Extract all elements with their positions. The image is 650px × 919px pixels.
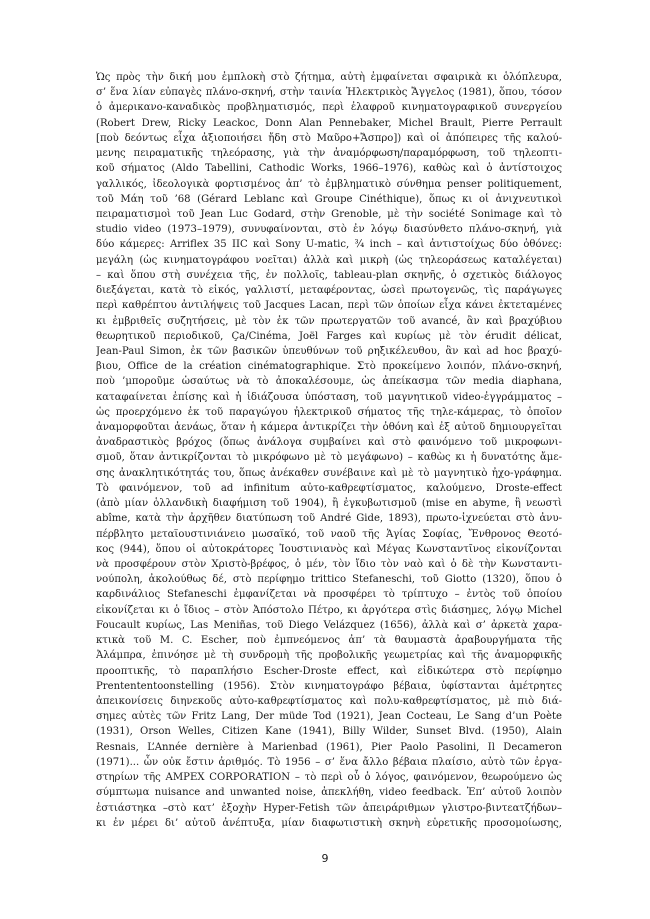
- text-line: Jean-Paul Simon, ἐκ τῶν βασικῶν ὑπευθύνων τοῦ ρηξικέλευθου, ἂν καὶ ad hoc βραχύ-: [96, 345, 562, 357]
- text-line: Ἀλάμπρα, ἐπινόησε μὲ τὴ συνδρομὴ τῆς προβολικῆς γεωμετρίας καὶ τῆς ἀναμορφικῆς: [96, 650, 562, 662]
- text-line: σύμπτωμα nuisance and unwanted noise, ἀπεκλήθη, video feedback. Ἐπ’ αὐτοῦ λοιπὸν: [96, 787, 562, 799]
- text-line: ἑστιάστηκα –στὸ κατ’ ἐξοχὴν Hyper-Fetish τῶν ἀπειράριθμων γλιστρο-βιντεατζήδων–: [96, 802, 562, 814]
- text-line: δύο κάμερες: Arriflex 35 IIC καὶ Sony U-matic, ¾ inch – καὶ ἀντιστοίχως δύο ὀθόνες:: [96, 239, 562, 251]
- text-line: Resnais, L’Année dernière à Marienbad (1961), Pier Paolo Pasolini, Il Decameron: [96, 741, 562, 753]
- text-line: καταφαίνεται ἐπίσης καὶ ἡ ἰδιάζουσα ὑπόσταση, τοῦ μαγνητικοῦ video-ἐγγράμματος –: [96, 391, 562, 403]
- page-number: 9: [321, 852, 329, 865]
- text-line: (1931), Orson Welles, Citizen Kane (1941), Billy Wilder, Sunset Blvd. (1950), Alain: [96, 726, 562, 738]
- text-line: κι ἐμβριθεῖς συζητήσεις, μὲ τὸν ἐκ τῶν πρωτεργατῶν τοῦ avancé, ἂν καὶ βραχύβιου: [96, 315, 562, 327]
- text-line: ὁ ἀμερικανο-καναδικὸς προβληματισμός, περὶ ἐλαφροῦ κινηματογραφικοῦ συνεργείου: [96, 102, 562, 114]
- text-line: μεγάλη (ὡς κινηματογράφου νοεῖται) ἀλλὰ καὶ μικρὴ (ὡς τηλεοράσεως καταλέγεται): [96, 254, 562, 266]
- text-line: σης ἀνακλητικότητάς του, ὅπως ἀνέκαθεν συνέβαινε καὶ μὲ τὸ μαγνητικὸ ἠχο-γράφημα.: [96, 467, 562, 479]
- text-line: (Robert Drew, Ricky Leackoc, Donn Alan Pennebaker, Michel Brault, Pierre Perrault: [96, 117, 562, 129]
- text-line: προοπτικῆς, τὸ παραπλήσιο Escher-Droste effect, καὶ εἰδικώτερα στὸ περίφημο: [96, 665, 562, 677]
- text-line: Ὡς πρὸς τὴν δική μου ἐμπλοκὴ στὸ ζήτημα, αὐτὴ ἐμφαίνεται σφαιρικὰ κι ὁλόπλευρα,: [96, 72, 562, 83]
- text-line: καρδινάλιος Stefaneschi ἐμφανίζεται νὰ προσφέρει τὸ τρίπτυχο – ἐντὸς τοῦ ὁποίου: [96, 589, 562, 601]
- text-line: στηρίων τῆς AMPEX CORPORATION – τὸ περὶ οὗ ὁ λόγος, φαινόμενον, θεωρούμενο ὡς: [96, 772, 562, 784]
- text-line: [ποὺ δεόντως εἶχα ἀξιοποιήσει ἤδη στὸ Μαῦρο+Ἄσπρο]) καὶ οἱ ἀπόπειρες τῆς καλού-: [96, 132, 562, 144]
- text-line: ἀναμορφοῦται ἀενάως, ὅταν ἡ κάμερα ἀντικρίζει τὴν ὀθόνη καὶ ἐξ αὐτοῦ δημιουργεῖται: [96, 422, 562, 434]
- text-line: κι ἐν μέρει δι’ αὐτοῦ ἀνέπτυξα, μίαν διαφωτιστικὴ σκηνὴ εὑρετικῆς προσομοίωσης,: [96, 817, 562, 829]
- text-line: ἀναδραστικὸς βρόχος (ὅπως ἀνάλογα συμβαίνει καὶ στὸ φαινόμενο τοῦ μικροφωνι-: [96, 437, 562, 449]
- text-line: εἰκονίζεται κι ὁ ἴδιος – στὸν Ἀπόστολο Πέτρο, κι ἀργότερα στὶς διάσημες, λόγῳ Michel: [96, 604, 562, 616]
- text-line: Foucault κυρίως, Las Meniñas, τοῦ Diego Velázquez (1656), ἀλλὰ καὶ σ’ ἀρκετὰ χαρα-: [96, 619, 562, 631]
- text-line: γαλλικός, ἰδεολογικὰ φορτισμένος ἀπ’ τὸ ἐμβληματικὸ σύνθημα penser politiquement,: [96, 178, 562, 190]
- text-line: σ’ ἕνα λίαν εὐπαγὲς πλάνο-σκηνή, στὴν ταινία Ἠλεκτρικὸς Ἄγγελος (1981), ὅπου, τόσον: [96, 87, 562, 99]
- text-line: νούπολη, ἀκολούθως δέ, στὸ περίφημο trittico Stefaneschi, τοῦ Giotto (1320), ὅπου ὁ: [96, 574, 562, 586]
- text-line: κοῦ σήματος (Aldo Tabellini, Cathodic Works, 1966–1976), καθὼς καὶ ὁ ἀντίστοιχος: [96, 163, 562, 175]
- text-line: σημες αὐτὲς τῶν Fritz Lang, Der müde Tod (1921), Jean Cocteau, Le Sang d’un Poète: [96, 711, 562, 723]
- text-line: ὡς προερχόμενο ἐκ τοῦ παραγώγου ἠλεκτρικοῦ σήματος τῆς τηλε-κάμερας, τὸ ὁποῖον: [96, 406, 562, 418]
- text-line: Prentententoonstelling (1956). Στὸν κινηματογράφο βέβαια, ὑφίστανται ἀμέτρητες: [96, 680, 562, 692]
- text-line: θεωρητικοῦ περιοδικοῦ, Ça/Cinéma, Joël Farges καὶ κυρίως μὲ τὸν érudit délicat,: [96, 330, 562, 342]
- text-line: σμοῦ, ὅταν ἀντικρίζονται τὸ μικρόφωνο μὲ τὸ μεγάφωνο) – καθὼς κι ἡ δυνατότης ἄμε-: [96, 452, 562, 464]
- text-line: νὰ προσφέρουν στὸν Χριστὸ-βρέφος, ὁ μέν, τὸν ἴδιο τὸν ναὸ καὶ ὁ δὲ τὴν Κωνσταντι-: [96, 559, 562, 570]
- text-line: Τὸ φαινόμενον, τοῦ ad infinitum αὐτο-καθρεφτίσματος, καλούμενο, Droste-effect: [96, 482, 562, 494]
- text-line: ἀπεικονίσεις διηνεκοῦς αὐτο-καθρεφτίσματος καὶ πολυ-καθρεφτίσματος, μὲ πιὸ διά-: [96, 695, 562, 707]
- text-line: (1971)... ὧν οὐκ ἔστιν ἀριθμός. Τὸ 1956 – σ’ ἕνα ἄλλο βέβαια πλαίσιο, αὐτὸ τῶν ἐργα-: [96, 756, 562, 768]
- text-line: studio video (1973–1979), συνυφαίνονται, στὸ ἐν λόγῳ διασύνθετο πλάνο-σκηνή, γιὰ: [96, 224, 562, 236]
- body-text: [96, 70, 562, 834]
- text-line: κτικὰ τοῦ M. C. Escher, ποὺ ἐμπνεόμενος ἀπ’ τὰ θαυμαστὰ ἀραβουργήματα τῆς: [96, 635, 562, 647]
- text-line: ποὺ ’μποροῦμε ὡσαύτως νὰ τὸ ἀποκαλέσουμε, ὡς ἀπείκασμα τῶν media diaphana,: [96, 376, 562, 388]
- text-line: τοῦ Μάη τοῦ ’68 (Gérard Leblanc καὶ Groupe Cinéthique), ὅπως κι οἱ ἀνιχνευτικοὶ: [96, 193, 562, 205]
- text-line: πειραματισμοὶ τοῦ Jean Luc Godard, στὴν Grenoble, μὲ τὴν société Sonimage καὶ τὸ: [96, 208, 562, 220]
- text-line: διεξάγεται, κατὰ τὸ εἰκός, γαλλιστί, μεταφέροντας, ὡσεὶ πρωτογενῶς, τὶς παράγωγες: [96, 285, 562, 297]
- text-line: βιου, Office de la création cinématographique. Στὸ προκείμενο λοιπόν, πλάνο-σκηνή,: [96, 361, 562, 373]
- text-line: περὶ καθρέπτου ἀντιλήψεις τοῦ Jacques Lacan, περὶ τῶν ὁποίων εἶχα κάνει ἐκτεταμένες: [96, 300, 562, 312]
- text-line: μενης πειραματικῆς τηλεόρασης, γιὰ τὴν ἀναμόρφωση/παραμόρφωση, τοῦ τηλεοπτι-: [96, 148, 562, 160]
- text-line: πέρβλητο μεταϊουστινιάνειο μωσαϊκό, τοῦ ναοῦ τῆς Ἁγίας Σοφίας, Ἔνθρονος Θεοτό-: [96, 528, 562, 540]
- text-line: abîme, κατὰ τὴν ἀρχῆθεν διατύπωση τοῦ André Gide, 1893), πρωτο-ἰχνεύεται στὸ ἀνυ-: [96, 513, 562, 525]
- text-line: (ἀπὸ μίαν ὁλλανδικὴ διαφήμιση τοῦ 1904), ἢ ἐγκυβωτισμοῦ (mise en abyme, ἢ νεωστὶ: [96, 498, 562, 510]
- text-line: κος (944), ὅπου οἱ αὐτοκράτορες Ἰουστινιανὸς καὶ Μέγας Κωνσταντῖνος εἰκονίζονται: [96, 543, 562, 555]
- text-line: – καὶ ὅπου στὴ συνέχεια τῆς, ἐν πολλοῖς, tableau-plan σκηνῆς, ὁ σχετικὸς διάλογος: [96, 269, 562, 281]
